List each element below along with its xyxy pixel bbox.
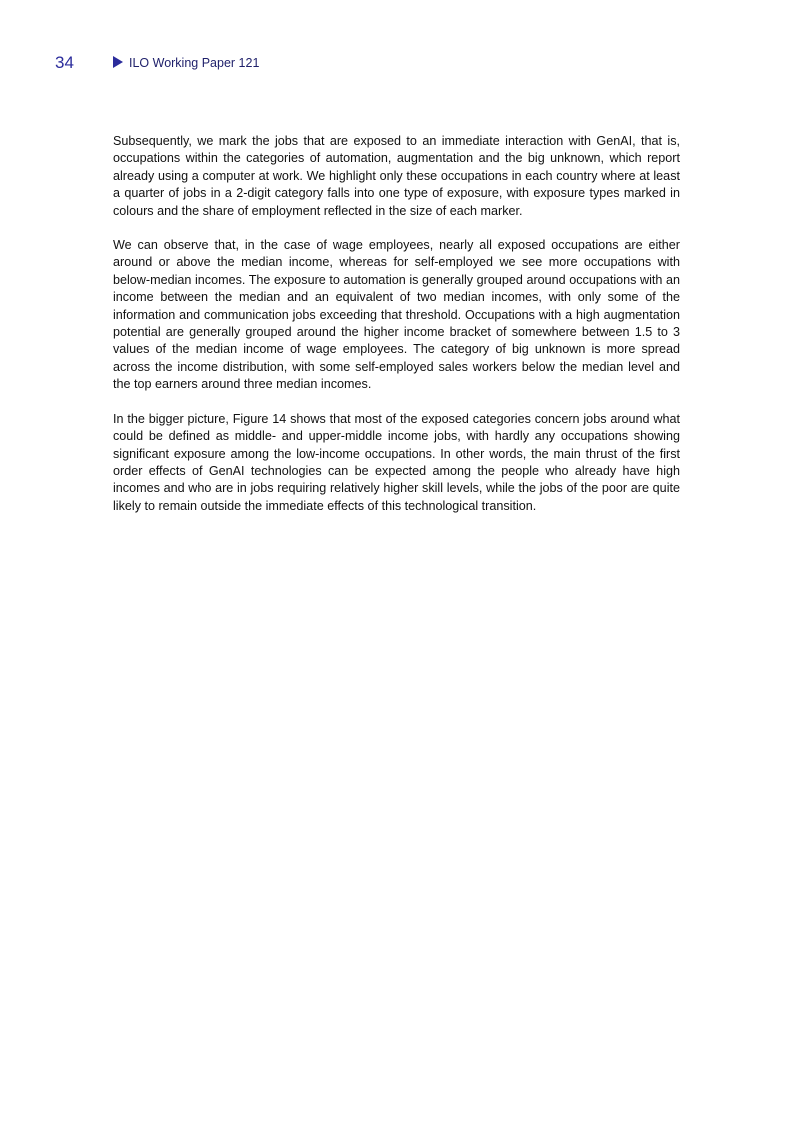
paragraph: Subsequently, we mark the jobs that are exposed to an immediate interaction with GenAI, that is, occupations within the categories of automation, augmentation and the big unknown, which report already using a computer at work. We highlight only these occupations in each country where at least a quarter of jobs in a 2-digit category falls into one type of exposure, with exposure types marked in colours and the share of employment reflected in the size of each marker. [113,134,680,218]
paragraph: We can observe that, in the case of wage employees, nearly all exposed occupations are either around or above the median income, whereas for self-employed we see more occupations with below-median incomes. The exposure to automation is generally grouped around occupations with an income between the median and an equivalent of two median incomes, with only some of the information and communication jobs exceeding that threshold. Occupations with a high augmentation potential are generally grouped around the higher income bracket of somewhere between 1.5 to 3 values of the median income of wage employees. The category of big unknown is more spread across the income distribution, with some self-employed sales workers below the median level and the top earners around three median incomes. [113,238,680,392]
page-header [55,53,735,75]
running-header-title: ILO Working Paper 121 [129,56,260,70]
triangle-right-icon [113,56,123,68]
page-number: 34 [55,53,74,72]
body-text [113,133,680,532]
paragraph: In the bigger picture, Figure 14 shows that most of the exposed categories concern jobs around what could be defined as middle- and upper-middle income jobs, with hardly any occupations showing significant exposure among the low-income occupations. In other words, the main thrust of the first order effects of GenAI technologies can be expected among the people who already have high incomes and who are in jobs requiring relatively higher skill levels, while the jobs of the poor are quite likely to remain outside the immediate effects of this technological transition. [113,411,680,513]
